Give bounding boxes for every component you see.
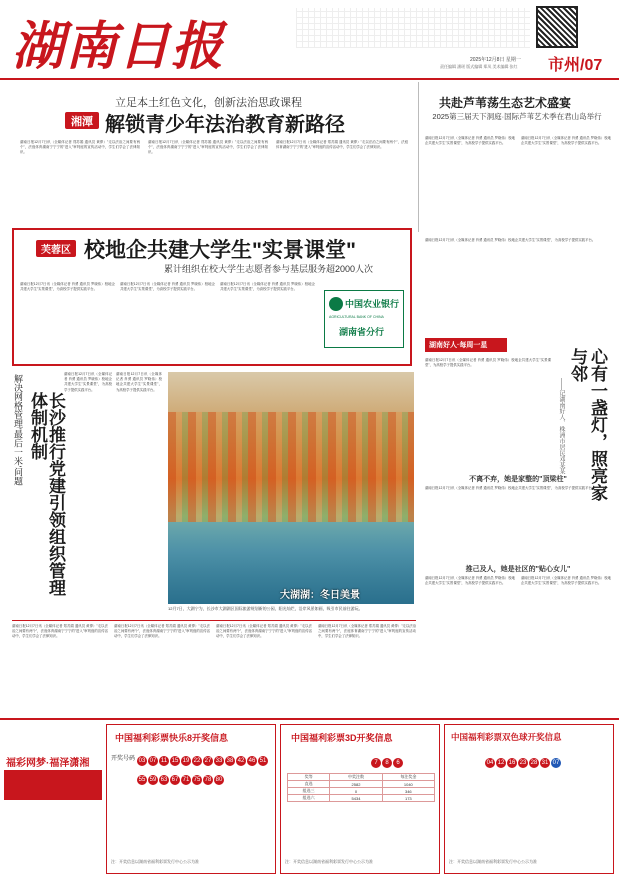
logo-grid-bg <box>296 8 530 48</box>
article-body: 湖南日报12月7日讯（全媒体记者 肖勇 通讯员 罗晓伟）校地企共建大学生"实景课堂"，为高校学子提供实践平台。 <box>20 282 115 292</box>
article-headline: 校地企共建大学生"实景课堂" <box>84 239 356 262</box>
number-ball: 7 <box>371 758 381 768</box>
column-tag <box>425 338 507 352</box>
bank-branch: 湖南省分行 <box>339 327 385 337</box>
prize-table <box>287 773 435 802</box>
table-cell: 173 <box>382 795 434 802</box>
lottery-title: 中国福利彩票3D开奖信息 <box>291 733 393 743</box>
number-ball: 03 <box>138 758 146 764</box>
number-ball: 11 <box>160 758 168 764</box>
number-ball: 67 <box>171 777 179 783</box>
lower-articles <box>12 624 416 714</box>
article-headline: 解锁青少年法治教育新路径 <box>105 114 345 136</box>
date-line: 2025年12月8日 星期一 <box>470 57 521 63</box>
article-body-col2: 湖南日报12月7日讯（全媒体记者 肖勇 通讯员 罗晓伟）校地企共建大学生"实景课堂"，为高校学子提供实践平台。 <box>120 282 215 292</box>
number-ball: 55 <box>138 777 146 783</box>
number-ball: 51 <box>259 758 267 764</box>
qr-code <box>536 6 578 48</box>
section-label: 市州 <box>548 57 581 74</box>
number-ball: 63 <box>160 777 168 783</box>
photo-caption: 12月7日，大湖宁为，长沙市大湖湖区国际旅游规划新的公园，阳光灿烂，沿岸风景如画，吸引市民前往游玩。 <box>168 606 363 611</box>
table-cell: 5434 <box>330 795 382 802</box>
region-tag: 芙蓉区 <box>36 240 76 257</box>
article-changsha <box>12 372 162 614</box>
section-rule <box>12 620 416 621</box>
column-body-4: 湖南日报12月7日讯（全媒体记者 肖勇 通讯员 罗晓伟）校地企共建大学生"实景课堂"，为高校学子提供实践平台。 <box>521 576 611 586</box>
article-body-col4: 湖南日报12月7日讯（全媒体记者 郑苏娟 通讯员 黄俸）"走以法治之间要有两个"，法庭体育湖南宁宁宁的"进入"审判庭的宣传活动中，学生们学会了法律知识。 <box>318 624 416 639</box>
article-furong-box <box>12 228 412 366</box>
column-good-people <box>425 238 611 688</box>
article-kicker: 共赴芦苇荡生态艺术盛宴 <box>439 96 572 110</box>
column-body-3: 湖南日报12月7日讯（全媒体记者 肖勇 通讯员 罗晓伟）校地企共建大学生"实景课堂"，为高校学子提供实践平台。 <box>425 576 515 586</box>
lottery-footer: 注：开奖信息以湖南省福利彩票发行中心公示为准 <box>449 859 537 864</box>
article-body: 湖南日报12月7日讯（全媒体记者 肖勇 通讯员 罗晓伟）校地企共建大学生"实景课堂"，为高校学子提供实践平台。 <box>64 372 112 392</box>
column-tag-label: 湖南好人·每周一星 <box>429 342 488 349</box>
number-ball: 04 <box>486 760 494 766</box>
table-header-cell: 中奖注数 <box>330 774 382 781</box>
lottery-footer: 注：开奖信息以湖南省福利彩票发行中心公示为准 <box>111 859 199 864</box>
table-row <box>288 781 435 788</box>
table-cell: 346 <box>382 788 434 795</box>
number-ball: 46 <box>248 758 256 764</box>
lottery-footer: 注：开奖信息以湖南省福利彩票发行中心公示为准 <box>285 859 373 864</box>
issue-label: 开奖号码 <box>111 756 136 762</box>
newspaper-logo: 湖南日报 <box>12 16 225 77</box>
section-name: 市州/07 <box>548 57 603 74</box>
number-ball: 22 <box>193 758 201 764</box>
bank-ad <box>324 290 404 348</box>
winning-numbers <box>371 749 404 768</box>
number-ball: 27 <box>204 758 212 764</box>
column-subhead-1: 不离不弃，她是家整的"顶梁柱" <box>469 476 567 483</box>
column-body: 湖南日报12月7日讯（全媒体记者 肖勇 通讯员 罗晓伟）校地企共建大学生"实景课堂"，为高校学子提供实践平台。 <box>425 358 551 368</box>
lottery-ssq <box>444 724 614 874</box>
winning-numbers <box>485 749 562 768</box>
number-ball: 71 <box>182 777 190 783</box>
number-ball: 38 <box>226 758 234 764</box>
column-subhead-2: 推己及人，她是社区的"贴心女儿" <box>465 566 571 573</box>
number-ball: 8 <box>382 758 392 768</box>
table-cell: 组选三 <box>288 788 330 795</box>
bank-logo-icon <box>329 297 343 311</box>
number-ball: 78 <box>204 777 212 783</box>
table-row <box>288 795 435 802</box>
table-row <box>288 788 435 795</box>
ad-rule <box>0 718 619 720</box>
editors-line: 责任编辑 潘瑶 版式编辑 郑凤 美术编辑 张红 <box>440 64 518 69</box>
photo-trees <box>168 412 414 522</box>
number-ball: 28 <box>530 760 538 766</box>
table-header-cell: 每注奖金 <box>382 774 434 781</box>
table-cell: 组选六 <box>288 795 330 802</box>
number-ball: 33 <box>215 758 223 764</box>
table-cell: 2582 <box>330 781 382 788</box>
page-number: 07 <box>584 57 603 74</box>
article-body-col2: 湖南日报12月7日讯（全媒体记者 郑苏娟 通讯员 黄俸）"走以法治之间要有两个"，法庭体育湖南宁宁宁的"进入"审判庭的宣传活动中，学生们学会了法律知识。 <box>114 624 210 639</box>
region-tag: 湘潭 <box>65 112 99 129</box>
bank-name-en: AGRICULTURAL BANK OF CHINA <box>329 315 384 319</box>
table-cell: 1040 <box>382 781 434 788</box>
number-ball: 15 <box>171 758 179 764</box>
column-divider <box>418 82 419 232</box>
lottery-title: 中国福利彩票快乐8开奖信息 <box>115 733 229 743</box>
number-ball: 23 <box>519 760 527 766</box>
article-kicker: 立足本土红色文化，创新法治思政课程 <box>115 97 302 109</box>
article-xiangtan <box>20 90 410 225</box>
masthead <box>0 0 619 78</box>
number-ball: 59 <box>149 777 157 783</box>
number-ball: 31 <box>541 760 549 766</box>
column-sidebar: ——记湖南好人、株洲市居民邓某某 <box>558 378 564 474</box>
masthead-rule <box>0 78 619 80</box>
bank-name: 中国农业银行 <box>345 299 400 309</box>
article-body: 湖南日报12月7日讯（全媒体记者 肖勇 通讯员 罗晓伟）校地企共建大学生"实景课堂"，为高校学子提供实践平台。 <box>425 238 596 242</box>
lottery-brand: 福彩网梦·福泽潇湘 <box>6 758 90 769</box>
article-body-col3: 湖南日报12月7日讯（全媒体记者 郑苏娟 通讯员 黄俸）"走以法治之间要有两个"，法庭体育湖南宁宁宁的"进入"审判庭的宣传活动中，学生们学会了法律知识。 <box>276 140 408 150</box>
number-ball: 75 <box>193 777 201 783</box>
article-subtitle: 2025第三届天下洞庭·国际芦苇艺术季在君山岛举行 <box>432 112 602 121</box>
lottery-title: 中国福利彩票双色球开奖信息 <box>451 732 562 742</box>
article-body-col2: 湖南日报12月7日讯（全媒体记者 郑苏娟 通讯员 黄俸）"走以法治之间要有两个"，法庭体育湖南宁宁宁的"进入"审判庭的宣传活动中，学生们学会了法律知识。 <box>148 140 268 155</box>
article-body-col3: 湖南日报12月7日讯（全媒体记者 郑苏娟 通讯员 黄俸）"走以法治之间要有两个"，法庭体育湖南宁宁宁的"进入"审判庭的宣传活动中，学生们学会了法律知识。 <box>216 624 312 639</box>
number-ball: 80 <box>215 777 223 783</box>
column-headline: 心有一盏灯，照亮家与邻 <box>568 348 607 501</box>
blue-number-ball: 07 <box>552 760 560 766</box>
article-body: 湖南日报12月7日讯（全媒体记者 郑苏娟 通讯员 黄俸）"走以法治之间要有两个"，法庭体育湖南宁宁宁的"进入"审判庭的宣传活动中，学生们学会了法律知识。 <box>20 140 140 155</box>
article-body: 湖南日报12月7日讯（全媒体记者 肖勇 通讯员 罗晓伟）校地企共建大学生"实景课堂"，为高校学子提供实践平台。 <box>425 136 515 146</box>
photo-title: 大湖湖：冬日美景 <box>280 590 360 601</box>
article-body-col3: 湖南日报12月7日讯（全媒体记者 肖勇 通讯员 罗晓伟）校地企共建大学生"实景课堂"，为高校学子提供实践平台。 <box>220 282 315 292</box>
feature-photo <box>168 372 414 604</box>
changsha-sidebar: 解决网格管理'最后一米'问题 <box>13 374 23 486</box>
column-body-2: 湖南日报12月7日讯（全媒体记者 肖勇 通讯员 罗晓伟）校地企共建大学生"实景课堂"，为高校学子提供实践平台。 <box>425 486 596 490</box>
article-subheadline: 累计组织在校大学生志愿者参与基层服务超2000人次 <box>164 264 374 274</box>
lottery-brand-banner <box>4 770 102 800</box>
number-ball: 16 <box>508 760 516 766</box>
table-cell: 直选 <box>288 781 330 788</box>
number-ball: 42 <box>237 758 245 764</box>
number-ball: 6 <box>393 758 403 768</box>
table-cell: 0 <box>330 788 382 795</box>
article-body: 湖南日报12月7日讯（全媒体记者 郑苏娟 通讯员 黄俸）"走以法治之间要有两个"，法庭体育湖南宁宁宁的"进入"审判庭的宣传活动中，学生们学会了法律知识。 <box>12 624 108 639</box>
article-reed-festival <box>425 88 611 228</box>
article-body-col2: 湖南日报12月7日讯（全媒体记者 肖勇 通讯员 罗晓伟）校地企共建大学生"实景课堂"，为高校学子提供实践平台。 <box>116 372 162 392</box>
article-body-col2: 湖南日报12月7日讯（全媒体记者 肖勇 通讯员 罗晓伟）校地企共建大学生"实景课堂"，为高校学子提供实践平台。 <box>521 136 611 146</box>
article-headline: 长沙推行党建引领组织管理体制机制 <box>28 392 65 596</box>
lottery-brand-ad <box>4 724 102 874</box>
lottery-3d <box>280 724 440 874</box>
table-header-row <box>288 774 435 781</box>
number-ball: 19 <box>182 758 190 764</box>
number-ball: 07 <box>149 758 157 764</box>
winning-numbers <box>137 747 273 785</box>
number-ball: 12 <box>497 760 505 766</box>
table-header-cell: 奖等 <box>288 774 330 781</box>
lottery-kl8 <box>106 724 276 874</box>
